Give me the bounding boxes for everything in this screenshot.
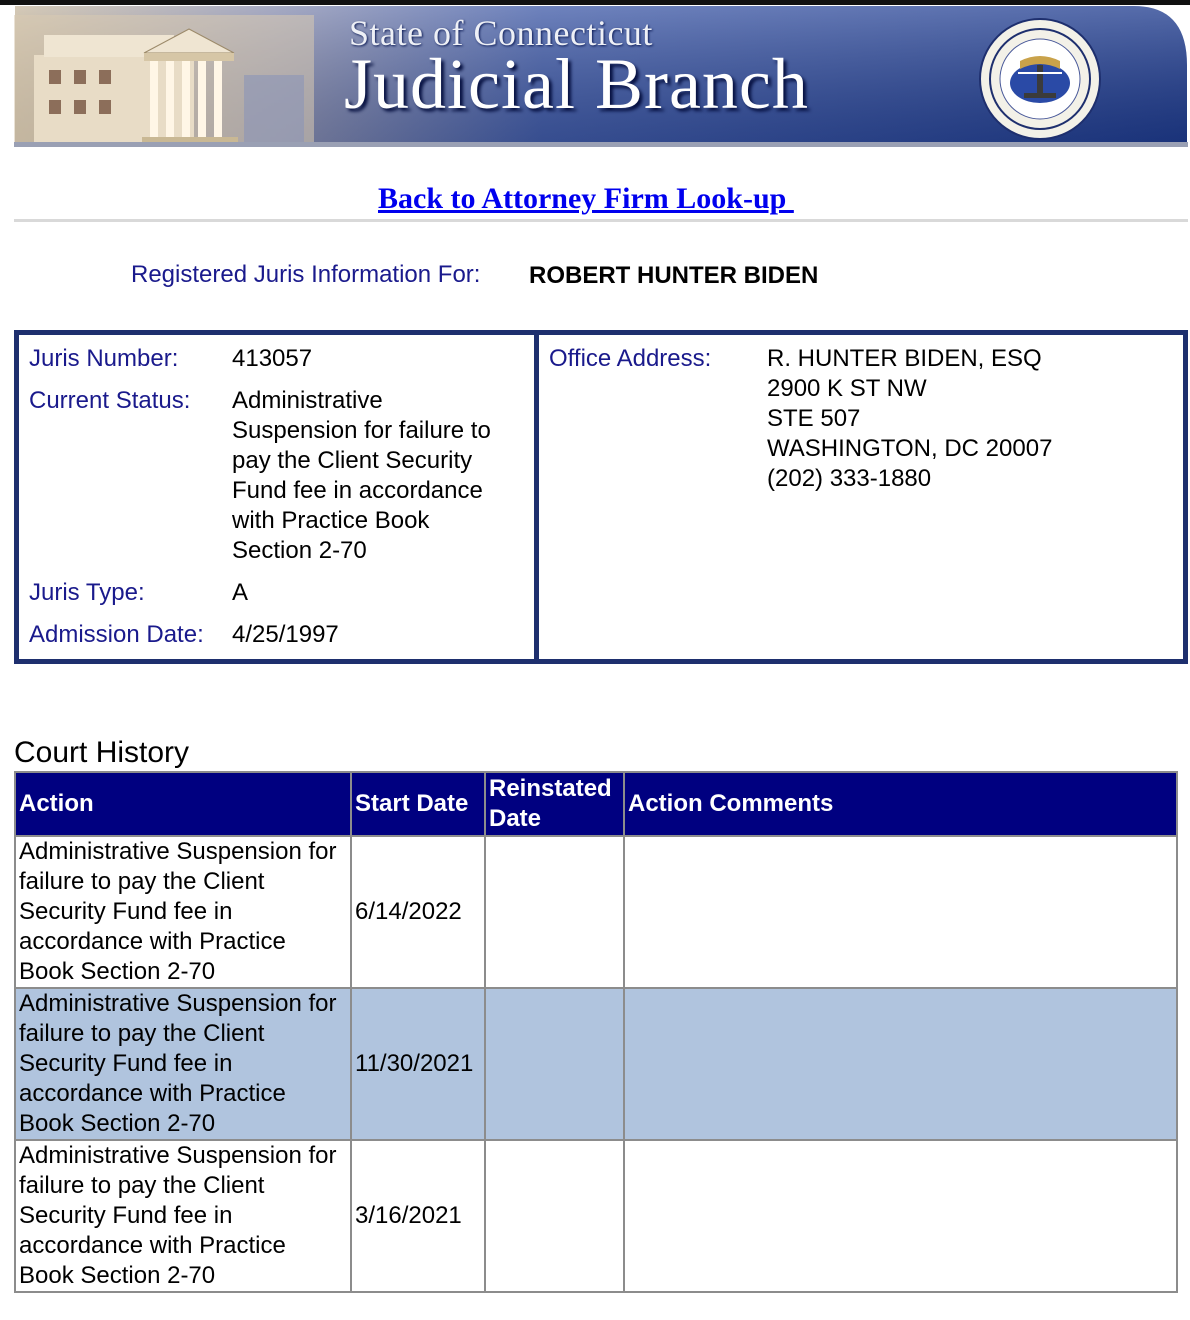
address-line: STE 507 xyxy=(767,405,861,432)
table-row xyxy=(15,836,1177,988)
reinstated-date-cell xyxy=(485,836,624,988)
table-row xyxy=(15,1140,1177,1292)
reinstated-date-cell xyxy=(485,988,624,1140)
judicial-seal-icon xyxy=(978,17,1102,141)
info-box-divider xyxy=(534,330,539,664)
banner-title: Judicial Branch xyxy=(344,44,809,124)
admission-date-label: Admission Date: xyxy=(29,621,204,648)
courthouse-building-icon xyxy=(14,15,314,147)
office-address-value xyxy=(767,344,1167,494)
column-header-start-date: Start Date xyxy=(351,772,485,836)
registered-info-label: Registered Juris Information For: xyxy=(131,261,481,288)
table-header-row xyxy=(15,772,1177,836)
table-row xyxy=(15,988,1177,1140)
attorney-name: ROBERT HUNTER BIDEN xyxy=(529,262,819,289)
action-cell: Administrative Suspension for failure to pay the Client Security Fund fee in accordance with Practice Book Section 2-70 xyxy=(15,836,351,988)
reinstated-date-cell xyxy=(485,1140,624,1292)
address-line: WASHINGTON, DC 20007 xyxy=(767,435,1053,462)
current-status-label: Current Status: xyxy=(29,387,191,414)
back-to-attorney-firm-lookup-link[interactable]: Back to Attorney Firm Look-up xyxy=(378,182,794,215)
juris-type-value: A xyxy=(232,579,249,606)
address-line: (202) 333-1880 xyxy=(767,465,932,492)
juris-number-label: Juris Number: xyxy=(29,345,179,372)
action-comments-cell xyxy=(624,988,1177,1140)
office-address-label: Office Address: xyxy=(549,345,712,372)
start-date-cell: 3/16/2021 xyxy=(351,1140,485,1292)
action-cell: Administrative Suspension for failure to pay the Client Security Fund fee in accordance with Practice Book Section 2-70 xyxy=(15,1140,351,1292)
action-comments-cell xyxy=(624,836,1177,988)
status-line: with Practice Book xyxy=(232,507,430,534)
juris-number-value: 413057 xyxy=(232,345,313,372)
admission-date-value: 4/25/1997 xyxy=(232,621,339,648)
court-history-title: Court History xyxy=(14,736,190,769)
status-line: Fund fee in accordance xyxy=(232,477,483,504)
status-line: pay the Client Security xyxy=(232,447,473,474)
current-status-value xyxy=(232,386,522,566)
address-line: R. HUNTER BIDEN, ESQ xyxy=(767,345,1042,372)
column-header-action-comments: Action Comments xyxy=(624,772,1177,836)
column-header-action: Action xyxy=(15,772,351,836)
divider xyxy=(14,219,1188,222)
court-history-table xyxy=(14,771,1178,1293)
status-line: Administrative xyxy=(232,387,383,414)
banner-underline xyxy=(14,142,1188,147)
action-comments-cell xyxy=(624,1140,1177,1292)
start-date-cell: 11/30/2021 xyxy=(351,988,485,1140)
banner-subtitle: State of Connecticut xyxy=(349,13,653,53)
column-header-reinstated-date: Reinstated Date xyxy=(485,772,624,836)
address-line: 2900 K ST NW xyxy=(767,375,927,402)
action-cell: Administrative Suspension for failure to pay the Client Security Fund fee in accordance with Practice Book Section 2-70 xyxy=(15,988,351,1140)
start-date-cell: 6/14/2022 xyxy=(351,836,485,988)
juris-type-label: Juris Type: xyxy=(29,579,145,606)
header-banner xyxy=(14,5,1188,147)
status-line: Section 2-70 xyxy=(232,537,367,564)
status-line: Suspension for failure to xyxy=(232,417,491,444)
